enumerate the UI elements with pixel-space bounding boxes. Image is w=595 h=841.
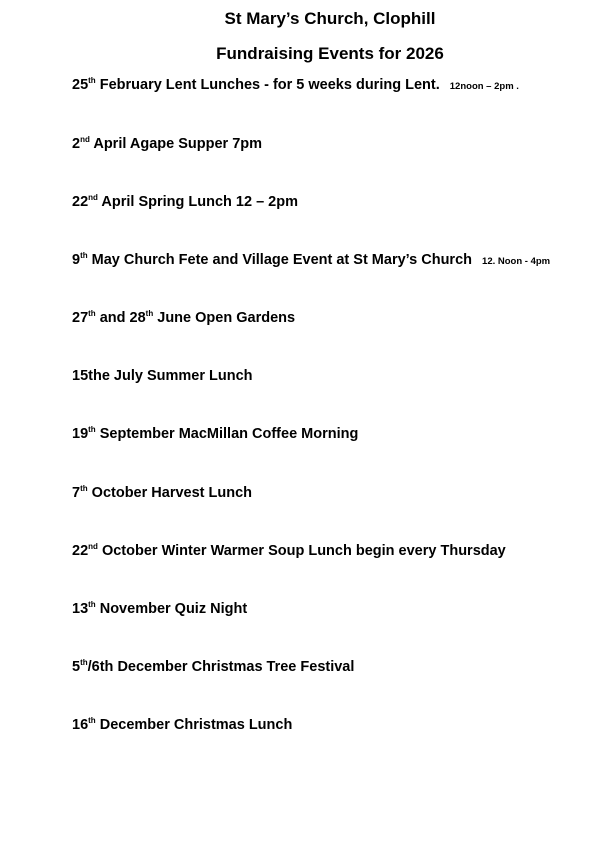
event-day-suffix: nd [88, 193, 98, 202]
event-day: 25 [72, 77, 89, 93]
event-winter-warmer-soup-lunch [72, 542, 506, 560]
event-day: 22 [72, 543, 89, 559]
event-day-suffix: th [88, 716, 96, 725]
event-day-suffix: th [80, 251, 88, 260]
event-summer-lunch [72, 367, 253, 385]
event-day-suffix: th [88, 600, 96, 609]
event-day: 2 [72, 136, 81, 152]
event-day-suffix: nd [80, 135, 90, 144]
event-day: 5 [72, 659, 81, 675]
event-day: 7 [72, 485, 81, 501]
event-quiz-night [72, 600, 247, 618]
event-day: 22 [72, 194, 89, 210]
event-text: 15the July Summer Lunch [72, 368, 253, 384]
event-christmas-tree-festival [72, 658, 354, 676]
event-text: October Harvest Lunch [87, 485, 253, 501]
event-text: November Quiz Night [95, 601, 248, 617]
event-text: October Winter Warmer Soup Lunch begin every Thursday [97, 543, 506, 559]
page-subtitle: Fundraising Events for 2026 [216, 44, 444, 63]
event-text-2: June Open Gardens [153, 310, 296, 326]
event-day-suffix: th [88, 425, 96, 434]
event-day-suffix: th [80, 484, 88, 493]
event-text: December Christmas Lunch [95, 717, 293, 733]
event-time-note: 12. Noon - 4pm [482, 256, 551, 267]
page-title: St Mary’s Church, Clophill [224, 9, 436, 28]
event-text: April Spring Lunch 12 – 2pm [97, 194, 298, 210]
event-day: 13 [72, 601, 89, 617]
event-text: February Lent Lunches - for 5 weeks during Lent. [95, 77, 444, 93]
event-day: 16 [72, 717, 89, 733]
event-christmas-lunch [72, 716, 292, 734]
event-day-suffix: th [88, 76, 96, 85]
event-day-suffix: th [88, 309, 96, 318]
event-macmillan-coffee-morning [72, 425, 358, 443]
event-day: 27 [72, 310, 89, 326]
event-day-suffix-2: th [145, 309, 154, 318]
event-day: 19 [72, 426, 89, 442]
event-harvest-lunch [72, 484, 252, 502]
event-lent-lunches [72, 76, 519, 96]
event-text: May Church Fete and Village Event at St Mary’s Church [87, 252, 477, 268]
event-time-note: 12noon – 2pm . [449, 81, 519, 92]
event-day: 9 [72, 252, 81, 268]
event-day-suffix: nd [88, 542, 98, 551]
event-text: September MacMillan Coffee Morning [95, 426, 359, 442]
event-open-gardens [72, 309, 295, 327]
event-text: and 28 [95, 310, 146, 326]
event-text: /6th December Christmas Tree Festival [87, 659, 355, 675]
event-text: April Agape Supper 7pm [89, 136, 263, 152]
event-agape-supper [72, 135, 262, 153]
event-spring-lunch [72, 193, 298, 211]
event-church-fete [72, 251, 550, 271]
event-day-suffix: th [80, 658, 88, 667]
